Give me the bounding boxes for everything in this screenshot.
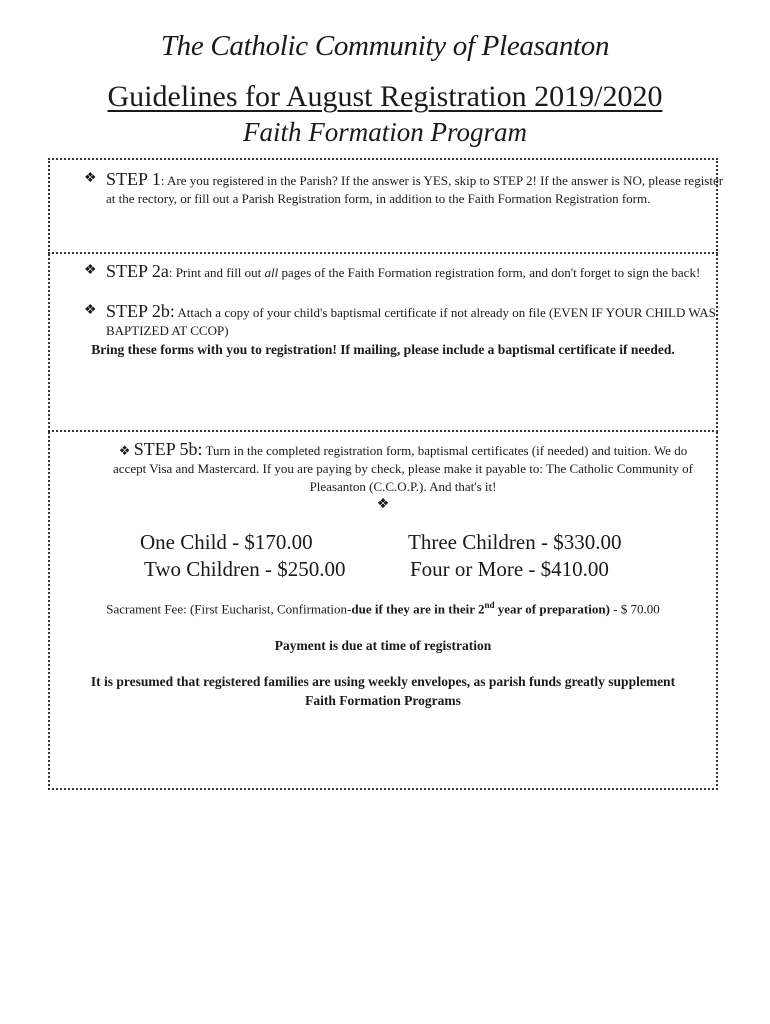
fee-four-or-more: Four or More - $410.00 <box>410 557 609 581</box>
step2a-text-emphasis: all <box>264 265 279 280</box>
fee-three-children: Three Children - $330.00 <box>408 530 622 554</box>
step1-item <box>84 170 726 208</box>
step2b-text: Attach a copy of your child's baptismal certificate if not already on file (EVEN IF YOUR CHILD WAS BAPTIZED AT CCOP) <box>106 305 716 338</box>
fee-two-children: Two Children - $250.00 <box>144 557 346 581</box>
step2a-label: STEP 2a <box>106 261 169 281</box>
payment-due-note: Payment is due at time of registration <box>274 638 492 653</box>
envelopes-note: It is presumed that registered families are using weekly envelopes, as parish funds greatly supplement Faith Formation Programs <box>90 674 676 708</box>
step2-section <box>48 254 718 432</box>
step5b-text: Turn in the completed registration form, baptismal certificates (if needed) and tuition. We do accept Visa and Mastercard. If you are paying by check, please make it payable to: The Catholic Community of Pleasanton (C.C.O.P.). And that's it! <box>113 443 693 494</box>
sacrament-fee-condition-b: year of preparation) <box>494 601 610 617</box>
organization-name: The Catholic Community of Pleasanton <box>160 30 610 62</box>
sacrament-fee-amount: - $ 70.00 <box>609 601 660 617</box>
diamond-bullet-icon: ❖ <box>84 263 97 278</box>
diamond-bullet-icon: ❖ <box>118 443 131 458</box>
step2b-label: STEP 2b: <box>106 301 175 321</box>
step2a-text-before: : Print and fill out <box>168 265 265 280</box>
bring-forms-note: Bring these forms with you to registration! If mailing, please include a baptismal certificate if needed. <box>91 342 675 357</box>
sacrament-fee-condition-a: due if they are in their 2 <box>351 601 485 617</box>
step2b-item <box>84 302 726 340</box>
diamond-bullet-icon: ❖ <box>84 303 97 318</box>
step5b-item <box>108 440 698 496</box>
fee-one-child: One Child - $170.00 <box>140 530 313 554</box>
step2a-item <box>84 262 726 282</box>
diamond-bullet-icon: ❖ <box>84 171 97 186</box>
step1-label: STEP 1 <box>106 169 161 189</box>
diamond-divider-icon: ❖ <box>376 497 390 512</box>
step1-section <box>48 158 724 254</box>
page-subtitle: Faith Formation Program <box>242 117 527 147</box>
page-title: Guidelines for August Registration 2019/2020 <box>107 80 663 113</box>
step2a-text-after: pages of the Faith Formation registration form, and don't forget to sign the back! <box>278 265 701 280</box>
sacrament-fee-prefix: Sacrament Fee: (First Eucharist, Confirmation- <box>106 601 352 617</box>
sacrament-fee-superscript: nd <box>484 600 495 610</box>
sacrament-fee <box>50 600 716 617</box>
step5-section <box>48 432 718 790</box>
step5b-label: STEP 5b: <box>133 439 203 459</box>
step1-text: : Are you registered in the Parish? If the answer is YES, skip to STEP 2! If the answer is NO, please register at the rectory, or fill out a Parish Registration form, in addition to the Faith Formation Registration form. <box>106 173 724 206</box>
